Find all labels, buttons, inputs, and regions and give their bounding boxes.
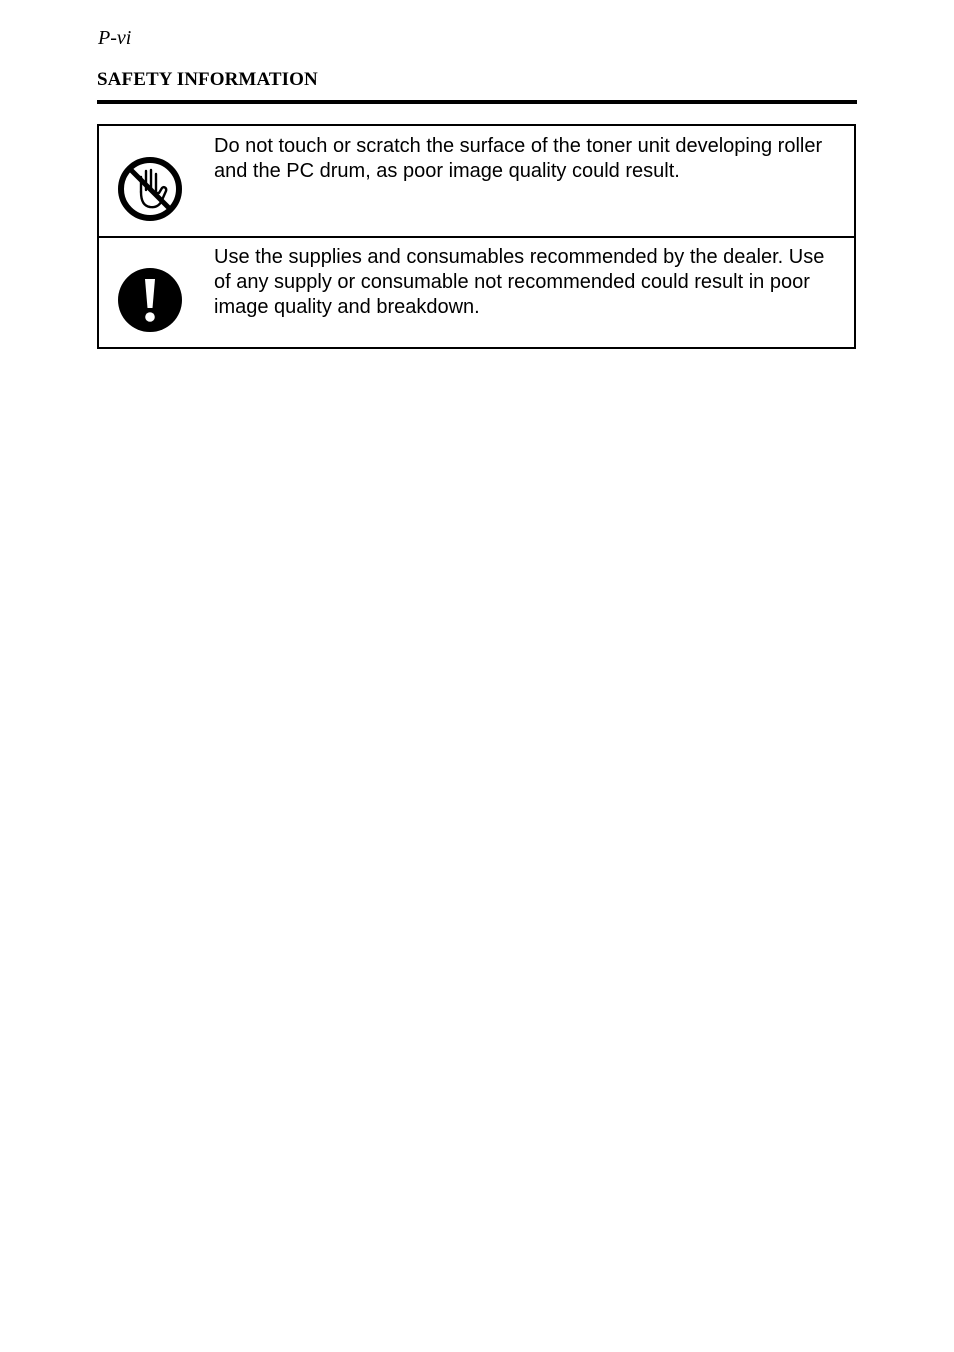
header-rule [97, 100, 857, 104]
safety-notice-row [99, 238, 854, 347]
notice-text: Do not touch or scratch the surface of the toner unit developing roller and the PC drum, as poor image quality could result. [214, 135, 823, 182]
safety-notice-row [99, 126, 854, 238]
page-number: P-vi [98, 27, 132, 49]
safety-notice-table [97, 124, 856, 349]
mandatory-exclamation-icon [117, 267, 183, 333]
notice-text: Use the supplies and consumables recommended by the dealer. Use of any supply or consumable not recommended could result in poor image quality and breakdown. [214, 246, 825, 318]
section-title: SAFETY INFORMATION [97, 69, 318, 90]
do-not-touch-icon [117, 156, 183, 222]
